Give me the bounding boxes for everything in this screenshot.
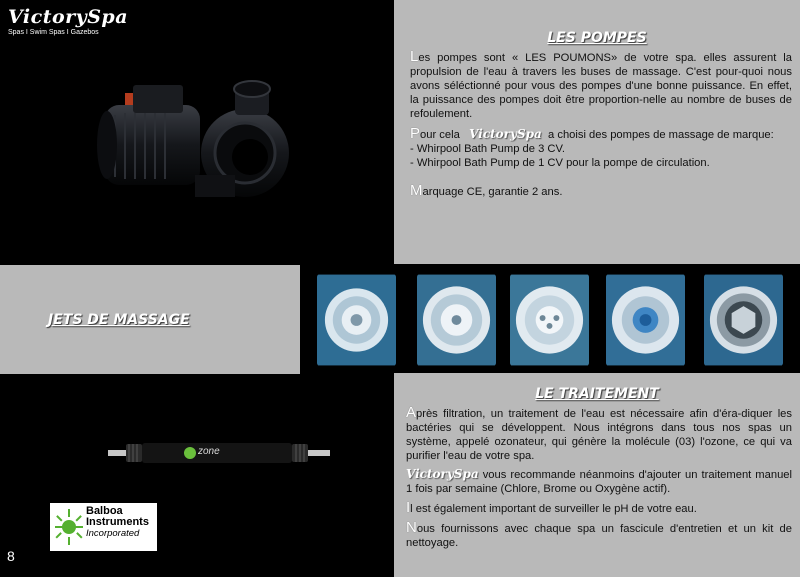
pumps-p2-brand: VictorySpa: [469, 127, 542, 141]
jet-image-3: [510, 274, 589, 366]
treatment-p1-text: près filtration, un traitement de l'eau est nécessaire afin d'éra-diquer les bactéries qui se développent. Nous intégrons dans tous nos spas un système, appelé ozonateur, qui génère la molécule (03) l'ozone, ce qui va purifier l'eau de votre spa.: [406, 408, 792, 462]
pumps-p3-dropcap: M: [410, 182, 423, 199]
pump-image: [95, 75, 295, 215]
jet-image-4: [606, 274, 685, 366]
treatment-p3-dropcap: I: [406, 499, 411, 516]
pumps-p2-before: our cela: [420, 129, 460, 141]
page-number: 8: [7, 548, 15, 564]
treatment-p2-brand: VictorySpa: [406, 467, 479, 481]
balboa-line-3: Incorporated: [86, 528, 140, 539]
pumps-p1-dropcap: L: [410, 48, 419, 65]
jet-image-2: [417, 274, 496, 366]
treatment-panel: [394, 373, 800, 577]
ozone-label: zone: [198, 446, 220, 457]
brand-header: [8, 6, 128, 36]
jets-panel: [0, 265, 300, 374]
pumps-p2-dropcap: P: [410, 125, 421, 142]
ozonator-image: [108, 438, 330, 468]
pumps-paragraph-3: [410, 184, 792, 199]
treatment-p4-dropcap: N: [406, 519, 417, 536]
treatment-paragraph-4: [406, 521, 792, 550]
treatment-paragraph-1: [406, 406, 792, 463]
pumps-p3-text: arquage CE, garantie 2 ans.: [422, 186, 563, 198]
pumps-title: LES POMPES: [547, 30, 647, 46]
balboa-sun-icon: [53, 507, 85, 547]
balboa-line-2: Instruments: [86, 516, 149, 528]
pumps-p2-after: a choisi des pompes de massage de marque:: [548, 129, 774, 141]
balboa-line-1: Balboa: [86, 505, 123, 517]
brand-logo: VictorySpa: [8, 6, 129, 28]
treatment-paragraph-3: [406, 501, 792, 516]
pumps-paragraph-1: [410, 50, 792, 121]
pumps-item-1: - Whirpool Bath Pump de 3 CV.: [410, 143, 566, 155]
jets-title: JETS DE MASSAGE: [48, 312, 190, 328]
jet-image-1: [317, 274, 396, 366]
pumps-p1-text: es pompes sont « LES POUMONS» de votre spa. elles assurent la propulsion de l'eau à travers les buses de massage. C'est pour-quoi nous avons séléctionné pour vous des pompes d'une bonne puissance. En effet, la puissance des pompes doit être proportion-nelle au nombre de buses de refoulement.: [410, 52, 792, 120]
balboa-logo: [50, 503, 157, 551]
treatment-title: LE TRAITEMENT: [535, 386, 659, 402]
jet-image-5: [704, 274, 783, 366]
treatment-p2-text: vous recommande néanmoins d'ajouter un traitement manuel 1 fois par semaine (Chlore, Brome ou Oxygène actif).: [406, 469, 793, 495]
treatment-p3-text: l est également important de surveiller le pH de votre eau.: [410, 503, 697, 515]
treatment-paragraph-2: [406, 467, 792, 496]
pumps-item-2: - Whirpool Bath Pump de 1 CV pour la pompe de circulation.: [410, 157, 710, 169]
treatment-p4-text: ous fournissons avec chaque spa un fascicule d'entretien et un kit de nettoyage.: [406, 523, 792, 549]
pumps-panel: [394, 0, 800, 264]
brand-tagline: Spas I Swim Spas I Gazebos: [8, 29, 99, 36]
treatment-p1-dropcap: A: [406, 404, 417, 421]
pumps-paragraph-2: [410, 127, 792, 142]
